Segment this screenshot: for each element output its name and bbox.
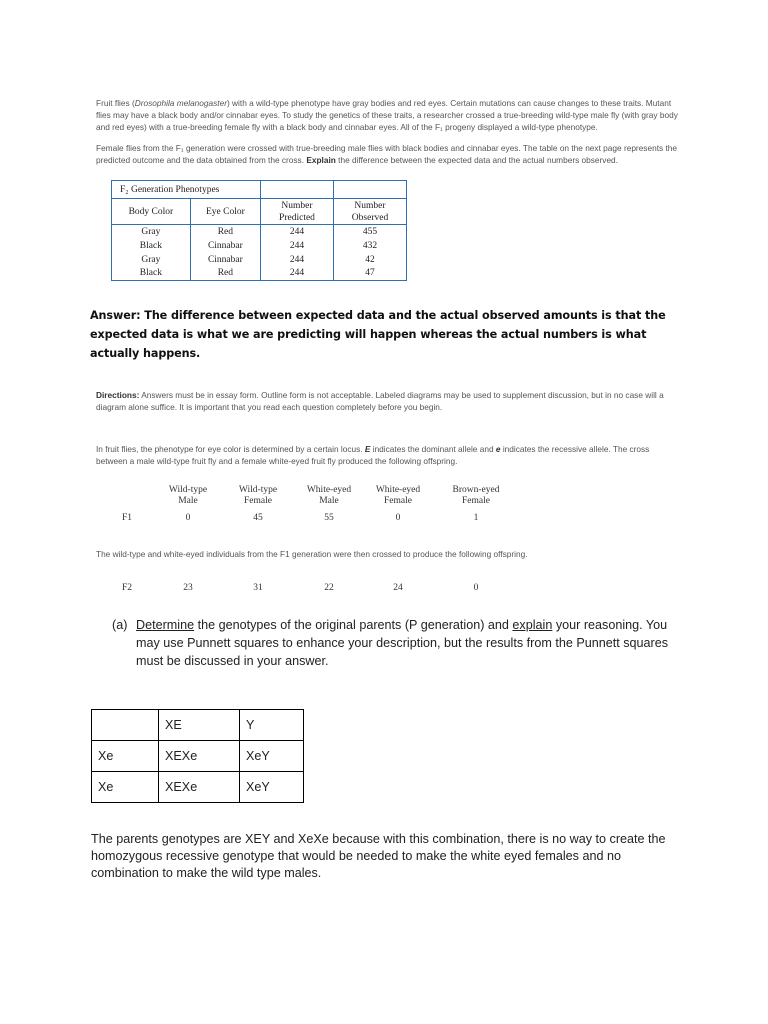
cell: Gray bbox=[112, 225, 191, 239]
header-number-observed bbox=[334, 199, 407, 225]
punnett-cell: Xe bbox=[92, 772, 159, 803]
cross-header-whiteeyed-male bbox=[299, 485, 359, 507]
phenotype-table-title: F₂ Generation Phenotypes bbox=[112, 181, 261, 199]
determine-keyword: Determine bbox=[136, 618, 195, 632]
f1-value: 55 bbox=[324, 513, 334, 523]
header-line: Male bbox=[319, 496, 339, 506]
punnett-cell: XeY bbox=[240, 772, 304, 803]
table-row bbox=[112, 253, 407, 267]
question-text-2: your reasoning. You may use Punnett squares to enhance your description, but the results from the Punnett squares must be discussed in your answer. bbox=[136, 618, 669, 668]
punnett-cell bbox=[92, 710, 159, 741]
cross-header-wildtype-female bbox=[230, 485, 286, 507]
directions-text: Answers must be in essay form. Outline form is not acceptable. Labeled diagrams may be used to supplement discussion, but in no case will a diagram alone suffice. It is important that you read each question completely before you begin. bbox=[96, 390, 664, 412]
answer-text: Answer: The difference between expected data and the actual observed amounts is that the expected data is what we are predicting will happen whereas the actual numbers is what actually happens. bbox=[90, 309, 666, 360]
cell: Red bbox=[190, 267, 260, 281]
intro-text-1: Fruit flies ( bbox=[96, 98, 135, 108]
punnett-cell: XE bbox=[159, 710, 240, 741]
table-row bbox=[112, 225, 407, 239]
punnett-row bbox=[92, 710, 304, 741]
header-line: Female bbox=[244, 496, 272, 506]
cross-header-browneyed-female bbox=[446, 485, 506, 507]
header-body-color: Body Color bbox=[112, 199, 191, 225]
cell: 432 bbox=[334, 239, 407, 253]
header-line: Female bbox=[462, 496, 490, 506]
f1-value: 1 bbox=[473, 513, 479, 523]
f2-value: 24 bbox=[393, 583, 403, 593]
empty-cell bbox=[261, 181, 334, 199]
directions-paragraph bbox=[96, 389, 686, 413]
header-eye-color: Eye Color bbox=[190, 199, 260, 225]
punnett-cell: XEXe bbox=[159, 772, 240, 803]
punnett-cell: Xe bbox=[92, 741, 159, 772]
species-name: Drosophila melanogaster bbox=[134, 98, 227, 108]
f2-value: 0 bbox=[473, 583, 479, 593]
cross-description bbox=[96, 142, 680, 166]
table-row bbox=[112, 239, 407, 253]
header-observed-text: Number Observed bbox=[351, 200, 389, 223]
table-row bbox=[112, 267, 407, 281]
f2-value: 22 bbox=[324, 583, 334, 593]
header-predicted-text: Number Predicted bbox=[279, 200, 315, 223]
f2-intro: The wild-type and white-eyed individuals from the F1 generation were then crossed to produce the following offspring. bbox=[96, 549, 528, 559]
explain-keyword: Explain bbox=[306, 155, 336, 165]
cell: Cinnabar bbox=[190, 253, 260, 267]
f2-value: 23 bbox=[183, 583, 193, 593]
dominant-allele-symbol: E bbox=[364, 444, 371, 454]
header-line: White-eyed bbox=[306, 485, 352, 495]
cell: Gray bbox=[112, 253, 191, 267]
punnett-square bbox=[91, 709, 304, 803]
eye-color-intro bbox=[96, 443, 676, 467]
cell: 244 bbox=[261, 225, 334, 239]
intro-text-2: ) with a wild-type phenotype have gray bodies and red eyes. Certain mutations can cause changes to these traits. Mutant flies may have a black body and/or cinnabar eyes. To study the genetics of these traits, a researcher crossed a true-breeding wild-type male fly (with gray body and red eyes) with a true-breeding female fly with a black body and cinnabar eyes. All of the F₁ progeny displayed a wild-type phenotype. bbox=[96, 98, 678, 132]
header-line: Female bbox=[384, 496, 412, 506]
cross-description-rest: the difference between the expected data and the actual numbers observed. bbox=[335, 155, 618, 165]
cross-header-whiteeyed-female bbox=[368, 485, 428, 507]
f1-value: 45 bbox=[253, 513, 263, 523]
intro-paragraph bbox=[96, 97, 680, 133]
header-line: Brown-eyed bbox=[452, 485, 500, 495]
recessive-allele-symbol: e bbox=[495, 444, 501, 454]
header-line: Wild-type bbox=[238, 485, 278, 495]
cell: 47 bbox=[334, 267, 407, 281]
header-line: Male bbox=[178, 496, 198, 506]
eye-intro-text-3: indicates the recessive allele. The cross between a male wild-type fruit fly and a female white-eyed fruit fly produced the following offspring. bbox=[96, 444, 650, 466]
cell: Black bbox=[112, 267, 191, 281]
f2-value: 31 bbox=[253, 583, 263, 593]
eye-intro-text-1: In fruit flies, the phenotype for eye color is determined by a certain locus. bbox=[96, 444, 365, 454]
cell: Cinnabar bbox=[190, 239, 260, 253]
f1-value: 0 bbox=[395, 513, 401, 523]
punnett-row bbox=[92, 741, 304, 772]
question-text-1: the genotypes of the original parents (P generation) and bbox=[194, 618, 513, 632]
punnett-cell: XeY bbox=[240, 741, 304, 772]
punnett-cell: Y bbox=[240, 710, 304, 741]
question-text bbox=[136, 616, 680, 670]
directions-label: Directions: bbox=[96, 390, 140, 400]
question-letter: (a) bbox=[112, 618, 128, 632]
cross-header-wildtype-male bbox=[160, 485, 216, 507]
cell: 244 bbox=[261, 239, 334, 253]
f2-label: F2 bbox=[122, 583, 133, 593]
f1-value: 0 bbox=[185, 513, 191, 523]
cell: 244 bbox=[261, 267, 334, 281]
explain-keyword: explain bbox=[512, 618, 553, 632]
cell: Black bbox=[112, 239, 191, 253]
cross-description-text: Female flies from the F₁ generation were crossed with true-breeding male flies with black bodies and cinnabar eyes. The table on the next page represents the predicted outcome and the data obtained from the cross. bbox=[96, 143, 677, 165]
punnett-cell: XEXe bbox=[159, 741, 240, 772]
cell: Red bbox=[190, 225, 260, 239]
cell: 42 bbox=[334, 253, 407, 267]
f1-label: F1 bbox=[122, 513, 133, 523]
header-line: Wild-type bbox=[168, 485, 208, 495]
punnett-row bbox=[92, 772, 304, 803]
phenotype-table bbox=[111, 180, 407, 281]
eye-intro-text-2: indicates the dominant allele and bbox=[370, 444, 496, 454]
conclusion-text: The parents genotypes are XEY and XeXe because with this combination, there is no way to create the homozygous recessive genotype that would be needed to make the white eyed females and no combination to make the wild type males. bbox=[91, 832, 666, 880]
header-line: White-eyed bbox=[375, 485, 421, 495]
cell: 244 bbox=[261, 253, 334, 267]
header-number-predicted bbox=[261, 199, 334, 225]
cell: 455 bbox=[334, 225, 407, 239]
empty-cell bbox=[334, 181, 407, 199]
